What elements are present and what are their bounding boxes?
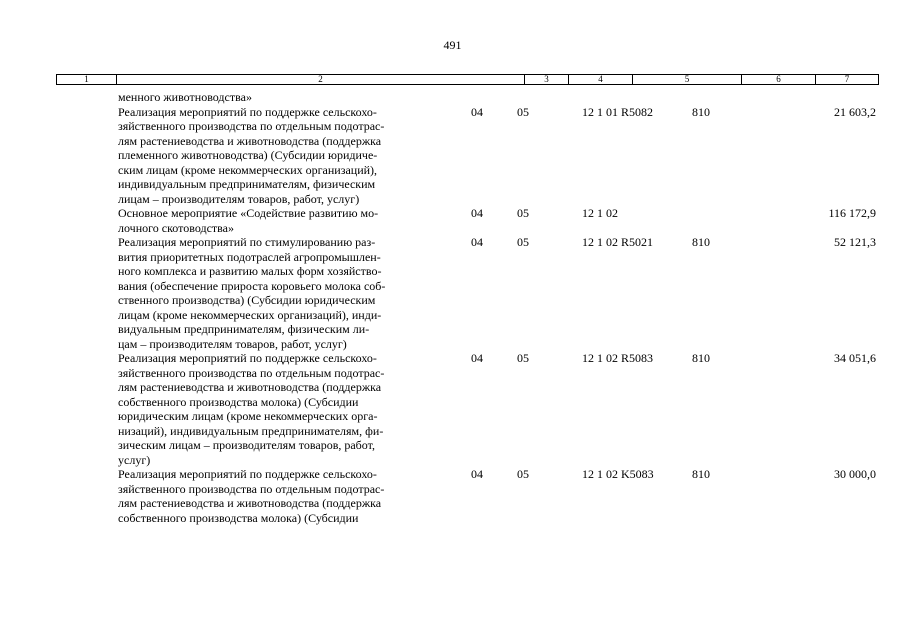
subsection-code: 05 (517, 206, 529, 220)
description-line: Основное мероприятие «Содействие развитию мо- (118, 206, 379, 220)
description-line: лям растениеводства и животноводства (поддержка (118, 496, 382, 510)
description-line: лочного скотоводства» (118, 220, 234, 235)
row-description (118, 90, 460, 105)
description-line: ским лицам (кроме некоммерческих организаций), (118, 162, 378, 177)
table-body (0, 90, 905, 525)
target-article-code: 12 1 02 K5083 (582, 467, 654, 481)
description-line: менного животноводства» (118, 90, 252, 104)
section-code: 04 (471, 206, 483, 220)
subsection-code: 05 (517, 104, 529, 119)
description-line: ственного производства) (Субсидии юридическим (118, 293, 376, 307)
description-line: индивидуальным предпринимателям, физическим (118, 177, 376, 191)
row-description (118, 235, 460, 351)
amount: 34 051,6 (834, 351, 876, 365)
subsection-code: 05 (517, 351, 529, 365)
subsection-code: 05 (517, 235, 529, 249)
target-article-code: 12 1 01 R5082 (582, 104, 654, 119)
description-line: услуг) (118, 452, 151, 467)
header-col-3: 3 (524, 75, 568, 84)
section-code: 04 (471, 467, 483, 481)
description-line: Реализация мероприятий по стимулированию раз- (118, 235, 376, 249)
description-line: Реализация мероприятий по поддержке сельскохо- (118, 467, 377, 481)
target-article-code: 12 1 02 R5021 (582, 235, 654, 249)
table-row (0, 467, 905, 525)
description-line: вания (обеспечение прироста коровьего молока соб- (118, 278, 386, 293)
row-description (118, 206, 460, 235)
row-description (118, 105, 460, 207)
description-line: цам – производителям товаров, работ, услуг) (118, 336, 347, 351)
table-row (0, 105, 905, 207)
target-article-code: 12 1 02 (582, 206, 618, 220)
expense-type-code: 810 (692, 104, 710, 119)
header-col-1: 1 (84, 74, 89, 84)
description-line: Реализация мероприятий по поддержке сельскохо- (118, 351, 377, 365)
description-line: зяйственного производства по отдельным подотрас- (118, 481, 385, 496)
expense-type-code: 810 (692, 235, 710, 249)
header-col-5: 5 (632, 75, 741, 84)
subsection-code: 05 (517, 467, 529, 481)
row-description (118, 467, 460, 525)
section-code: 04 (471, 351, 483, 365)
description-line: низаций), индивидуальным предпринимателям, фи- (118, 423, 384, 438)
table-row (0, 351, 905, 467)
amount: 52 121,3 (834, 235, 876, 249)
table-row (0, 90, 905, 105)
description-line: зическим лицам – производителям товаров, работ, (118, 438, 375, 452)
description-line: видуальным предпринимателям, физическим ли- (118, 322, 370, 336)
table-header (56, 74, 879, 85)
table-row (0, 235, 905, 351)
section-code: 04 (471, 104, 483, 119)
description-line: зяйственного производства по отдельным подотрас- (118, 365, 385, 380)
amount: 30 000,0 (834, 467, 876, 481)
row-description (118, 351, 460, 467)
description-line: лицам – производителям товаров, работ, услуг) (118, 191, 360, 206)
description-line: собственного производства молока) (Субсидии (118, 510, 359, 525)
expense-type-code: 810 (692, 351, 710, 365)
amount: 21 603,2 (834, 104, 876, 119)
header-col-2: 2 (116, 75, 524, 84)
description-line: Реализация мероприятий по поддержке сельскохо- (118, 104, 377, 119)
description-line: вития приоритетных подотраслей агропромышлен- (118, 249, 381, 264)
header-col-7: 7 (815, 75, 878, 84)
header-col-4: 4 (568, 75, 632, 84)
description-line: племенного животноводства) (Субсидии юридиче- (118, 148, 378, 162)
description-line: лям растениеводства и животноводства (поддержка (118, 133, 382, 148)
target-article-code: 12 1 02 R5083 (582, 351, 654, 365)
page-number: 491 (443, 38, 462, 52)
description-line: зяйственного производства по отдельным подотрас- (118, 119, 385, 133)
table-row (0, 206, 905, 235)
amount: 116 172,9 (828, 206, 876, 220)
header-col-6: 6 (741, 75, 815, 84)
description-line: собственного производства молока) (Субсидии (118, 394, 359, 409)
expense-type-code: 810 (692, 467, 710, 481)
section-code: 04 (471, 235, 483, 249)
description-line: юридическим лицам (кроме некоммерческих орга- (118, 409, 378, 423)
description-line: ного комплекса и развитию малых форм хозяйство- (118, 264, 382, 278)
description-line: лям растениеводства и животноводства (поддержка (118, 380, 382, 394)
description-line: лицам (кроме некоммерческих организаций), инди- (118, 307, 382, 322)
